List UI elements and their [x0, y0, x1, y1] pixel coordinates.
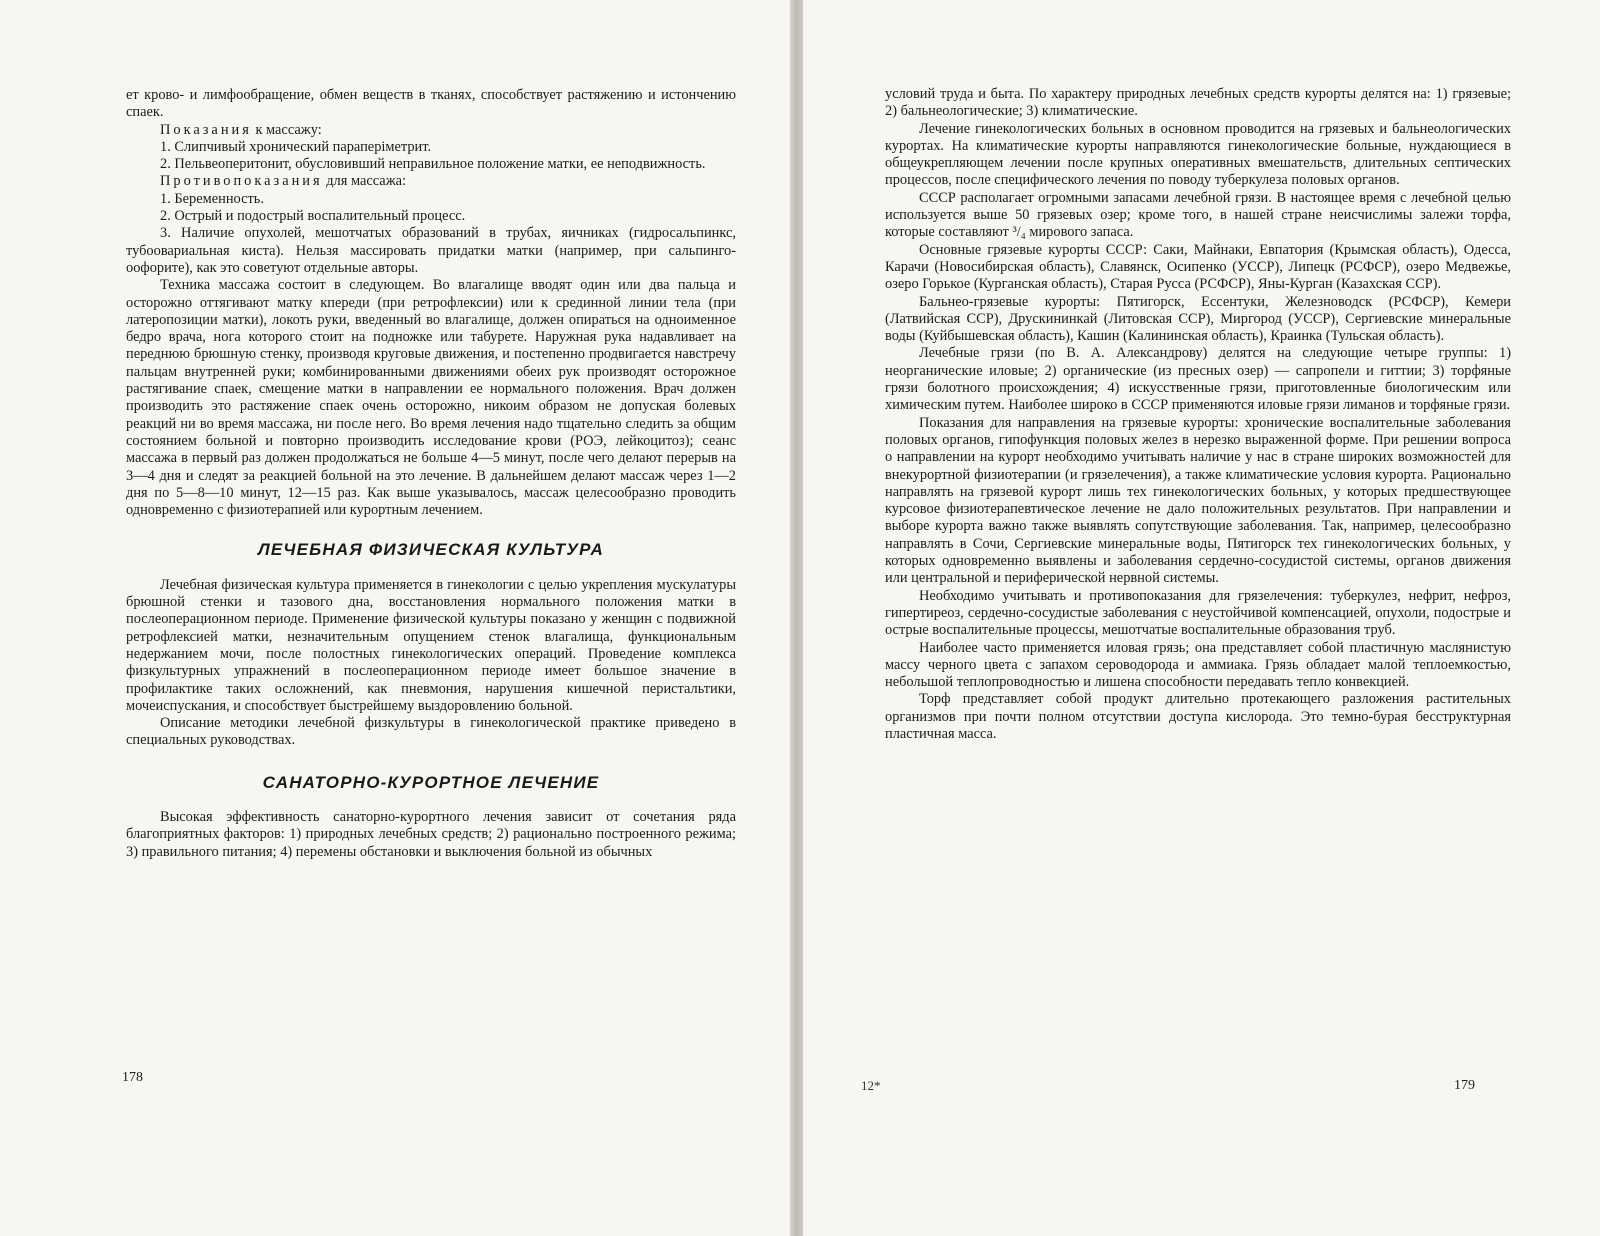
contra-heading: Противопоказания: [160, 173, 323, 190]
section-heading: САНАТОРНО-КУРОРТНОЕ ЛЕЧЕНИЕ: [262, 772, 600, 792]
list-item: 1. Беременность.: [160, 190, 264, 207]
page-number: 179: [1454, 1078, 1475, 1093]
paragraph: условий труда и быта. По характеру природных лечебных средств курорты делятся на: 1) грязевые; 2) бальнеологические; 3) климатические.: [885, 86, 1511, 120]
paragraph: Торф представляет собой продукт длительно протекающего разложения растительных организмов при почти полном отсутствии доступа кислорода. Это темно-бурая бесструктурная пластичная масса.: [885, 691, 1511, 742]
contra-heading-line: [126, 173, 736, 190]
paragraph: ет крово- и лимфообращение, обмен веществ в тканях, способствует растяжению и истончению спаек.: [126, 87, 736, 121]
list-item: 1. Слипчивый хронический параперіметрит.: [160, 138, 432, 155]
right-page-text: [885, 86, 1511, 743]
paragraph: Лечебная физическая культура применяется в гинекологии с целью укрепления мускулатуры брюшной стенки и тазового дна, восстановления нормального положения матки в послеоперационном периоде. Применение физической культуры показано у женщин с подвижной ретрофлексией матки, незначительным опущением стенок влагалища, функциональным недержанием мочи, после полостных гинекологических операций. Проведение комплекса физкультурных упражнений в послеоперационном периоде имеет большое значение в профилактике таких осложнений, как пневмония, нарушения кишечной перистальтики, мочеиспускания, и способствует быстрейшему выздоровлению больной.: [126, 576, 736, 714]
section-heading: ЛЕЧЕБНАЯ ФИЗИЧЕСКАЯ КУЛЬТУРА: [257, 540, 605, 560]
page-number: 178: [122, 1070, 143, 1085]
paragraph: Техника массажа состоит в следующем. Во влагалище вводят один или два пальца и осторожно оттягивают матку кпереди (при ретрофлексии) или к срединной линии тела (при латеропозиции матки), локоть руки, введенный во влагалище, должен опираться на одноименное бедро врача, нога которого стоит на подножке или табурете. Наружная рука надавливает на переднюю брюшную стенку, производя круговые движения, и постепенно продвигается навстречу пальцам внутренней руки; комбинированными движениями обеих рук производят осторожное растягивание спаек, смещение матки в направлении ее нормального положения. Врач должен производить это растяжение спаек очень осторожно, никоим образом не допуская болевых реакций ни во время массажа, ни после него. Во время лечения надо тщательно следить за общим состоянием больной и повторно производить исследование крови (РОЭ, лейкоцитоз); сеанс массажа в первый раз должен продолжаться не больше 4—5 минут, после чего делают перерыв на 3—4 дня и следят за реакцией больной на это лечение. В дальнейшем делают массаж через 1—2 дня по 5—8—10 минут, 12—15 раз. Как выше указывалось, массаж целесообразно проводить одновременно с физиотерапией или курортным лечением.: [126, 277, 736, 519]
indications-heading: Показания: [160, 121, 252, 138]
paragraph: Наиболее часто применяется иловая грязь; она представляет собой пластичную маслянистую массу черного цвета с запахом сероводорода и аммиака. Грязь обладает малой теплоемкостью, небольшой теплопроводностью и лишена способности передавать тепло конвекцией.: [885, 639, 1511, 691]
left-page-text: [126, 87, 736, 861]
list-item: 2. Пельвеоперитонит, обусловивший неправильное положение матки, ее неподвижность.: [160, 156, 706, 173]
paragraph: Бальнео-грязевые курорты: Пятигорск, Ессентуки, Железноводск (РСФСР), Кемери (Латвийская ССР), Друскининкай (Литовская ССР), Миргород (УССР), Сергиевские минеральные воды (Куйбышевская область), Кашин (Калининская область), Краинка (Тульская область).: [885, 293, 1511, 345]
left-page: [0, 0, 790, 1236]
list-item: 2. Острый и подострый воспалительный процесс.: [160, 208, 466, 225]
paragraph: Высокая эффективность санаторно-курортного лечения зависит от сочетания ряда благоприятных факторов: 1) природных лечебных средств; 2) рационально построенного режима; 3) правильного питания; 4) перемены обстановки и выключения больной из обычных: [126, 808, 736, 860]
paragraph: Лечебные грязи (по В. А. Александрову) делятся на следующие четыре группы: 1) неорганические иловые; 2) органические (из пресных озер) — сапропели и гиттии; 3) торфяные грязи болотного происхождения; 4) искусственные грязи, приготовленные биологическим или химическим путем. Наиболее широко в СССР применяются иловые грязи лиманов и торфяные грязи.: [885, 345, 1511, 414]
right-page: [803, 0, 1600, 1236]
indications-heading-rest: к массажу:: [251, 121, 322, 138]
paragraph: СССР располагает огромными запасами лечебной грязи. В настоящее время с лечебной целью используется выше 50 грязевых озер; кроме того, в нашей стране неисчислимы залежи торфа, которые составляют ³/₄ мирового запаса.: [885, 189, 1511, 241]
paragraph: Показания для направления на грязевые курорты: хронические воспалительные заболевания половых органов, гипофункция половых желез в нерезко выраженной форме. При решении вопроса о направлении на курорт необходимо учитывать наличие у нас в стране широких возможностей для внекурортной физиотерапии (и грязелечения), а также климатические условия курорта. Рационально направлять на грязевой курорт лишь тех гинекологических больных, у которых предшествующее курсовое физиотерапевтическое лечение не дало положительных результатов. При направлении и выборе курорта важно также выявлять сопутствующие заболевания. Так, например, целесообразно направлять в Сочи, Сергиевские минеральные воды, Пятигорск тех гинекологических больных, у которых одновременно выявлены и заболевания сердечно-сосудистой системы, органов движения или центральной и периферической нервной системы.: [885, 414, 1511, 587]
paragraph: Необходимо учитывать и противопоказания для грязелечения: туберкулез, нефрит, нефроз, гипертиреоз, сердечно-сосудистые заболевания с неустойчивой компенсацией, опухоли, подострые и острые воспалительные процессы, мешотчатые воспалительные образования труб.: [885, 587, 1511, 639]
signature-mark: 12*: [861, 1078, 881, 1093]
book-gutter: [790, 0, 803, 1236]
paragraph: Лечение гинекологических больных в основном проводится на грязевых и бальнеологических курортах. На климатические курорты направляются гинекологические больные, нуждающиеся в общеукрепляющем лечении после крупных оперативных вмешательств, длительных септических процессов, после специфического лечения по поводу туберкулеза половых органов.: [885, 120, 1511, 189]
list-item: 3. Наличие опухолей, мешотчатых образований в трубах, яичниках (гидросальпинкс, тубоовариальная киста). Нельзя массировать придатки матки (например, при сальпинго-оофорите), как это советуют отдельные авторы.: [126, 225, 736, 276]
paragraph: Описание методики лечебной физкультуры в гинекологической практике приведено в специальных руководствах.: [126, 715, 736, 749]
paragraph: Основные грязевые курорты СССР: Саки, Майнаки, Евпатория (Крымская область), Одесса, Карачи (Новосибирская область), Славянск, Осипенко (УССР), Липецк (РСФСР), озеро Медвежье, озеро Горькое (Курганская область), Старая Русса (РСФСР), Яны-Курган (Казахская ССР).: [885, 241, 1511, 293]
indications-heading-line: [126, 122, 736, 139]
contra-heading-rest: для массажа:: [322, 173, 407, 190]
